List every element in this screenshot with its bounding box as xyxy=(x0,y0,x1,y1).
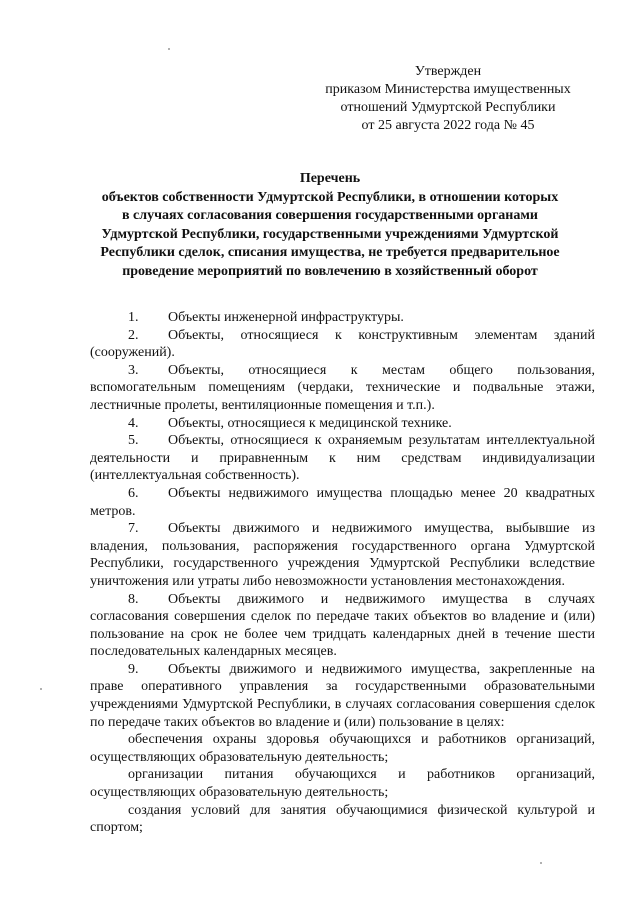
item-text: Объекты, относящиеся к медицинской технике. xyxy=(168,415,452,431)
item-number: 5. xyxy=(128,433,139,449)
item-text: Объекты движимого и недвижимого имущества в случаях согласования совершения сделок по передаче таких объектов во владение и (или) пользование на срок не более чем тридцать календарных дней в течение шести последовательных календарных месяцев. xyxy=(90,591,595,660)
title-line: Республики сделок, списания имущества, не требуется предварительное xyxy=(100,245,560,260)
approval-stamp-block xyxy=(300,63,596,135)
sub-item: обеспечения охраны здоровья обучающихся и работников организаций, осуществляющих образовательную деятельность; xyxy=(90,732,595,765)
item-number: 2. xyxy=(128,327,139,343)
document-body xyxy=(90,309,595,837)
list-item xyxy=(90,485,595,520)
approval-line: приказом Министерства имущественных xyxy=(325,82,571,97)
item-text: Объекты движимого и недвижимого имущества, выбывшие из владения, пользования, распоряжения государственного органа Удмуртской Республики, государственного учреждения Удмуртской Республики вследствие уничтожения или утраты либо невозможности установления местонахождения. xyxy=(90,521,595,589)
scan-speck xyxy=(168,48,170,50)
title-line: Перечень xyxy=(299,171,361,186)
item-number: 9. xyxy=(128,661,139,677)
approval-line: от 25 августа 2022 года № 45 xyxy=(361,118,535,133)
item-number: 7. xyxy=(128,521,139,537)
sub-item: создания условий для занятия обучающимися физической культурой и спортом; xyxy=(90,802,595,836)
title-line: в случаях согласования совершения государственными органами xyxy=(122,208,538,223)
list-item xyxy=(90,661,595,731)
document-title xyxy=(60,170,600,281)
list-item xyxy=(90,520,595,590)
sub-item: организации питания обучающихся и работников организаций, осуществляющих образовательную деятельность; xyxy=(90,767,595,801)
list-item xyxy=(90,591,595,661)
scan-speck xyxy=(40,688,42,690)
approval-line: отношений Удмуртской Республики xyxy=(340,100,556,115)
item-text: Объекты инженерной инфраструктуры. xyxy=(168,310,404,325)
item-number: 3. xyxy=(128,362,139,378)
item-text: Объекты, относящиеся к конструктивным элементам зданий (сооружений). xyxy=(90,327,595,361)
title-line: Удмуртской Республики, государственными учреждениями Удмуртской xyxy=(101,226,559,242)
item-number: 1. xyxy=(128,310,139,325)
list-item xyxy=(90,327,595,362)
item-text: Объекты движимого и недвижимого имущества, закрепленные на праве оперативного управления за государственными образовательными учреждениями Удмуртской Республики, в случаях согласования совершения сделок по передаче таких объектов во владение и (или) пользование в целях: xyxy=(90,661,595,730)
item-text: Объекты недвижимого имущества площадью менее 20 квадратных метров. xyxy=(90,485,595,519)
title-line: проведение мероприятий по вовлечению в хозяйственный оборот xyxy=(122,263,538,279)
item-text: Объекты, относящиеся к охраняемым результатам интеллектуальной деятельности и приравненным к ним средствам индивидуализации (интеллектуальная собственность). xyxy=(90,433,595,484)
item-number: 6. xyxy=(128,485,139,501)
list-item xyxy=(90,432,595,485)
list-item xyxy=(90,415,595,433)
list-item xyxy=(90,362,595,415)
item-text: Объекты, относящиеся к местам общего пользования, вспомогательным помещениям (чердаки, технические и подвальные этажи, лестничные пролеты, вентиляционные помещения и т.п.). xyxy=(90,362,595,413)
list-item xyxy=(90,309,595,327)
approval-line: Утвержден xyxy=(414,64,482,79)
item-number: 8. xyxy=(128,591,139,607)
item-number: 4. xyxy=(128,415,139,431)
title-line: объектов собственности Удмуртской Республики, в отношении которых xyxy=(101,189,559,205)
scan-speck xyxy=(540,862,542,864)
